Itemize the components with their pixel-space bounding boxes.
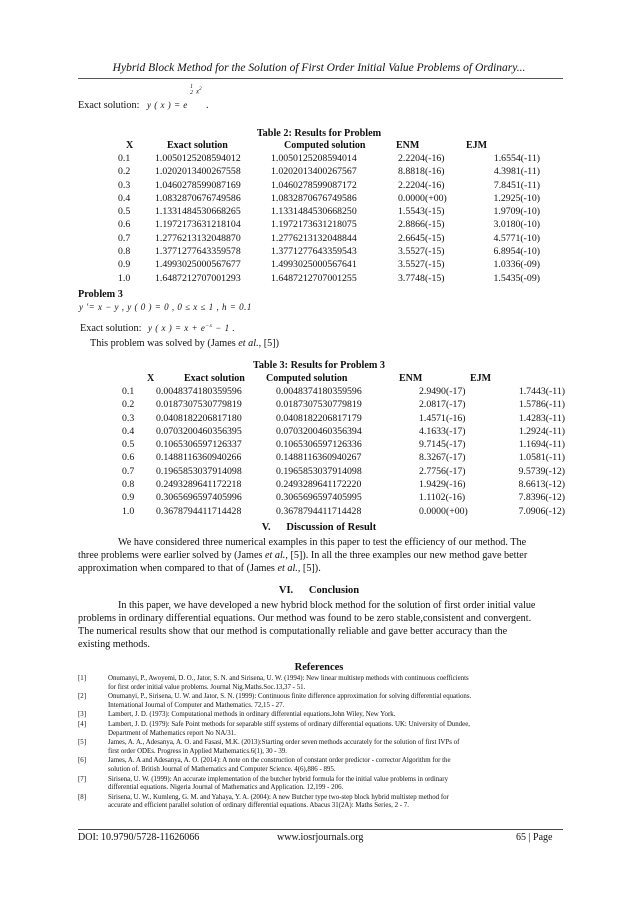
table-cell: 1.6554(-11) <box>493 153 540 164</box>
reference-item <box>78 693 565 710</box>
table-row <box>122 451 565 464</box>
table-cell: 0.2493289641172220 <box>276 479 362 491</box>
table-cell: 1.9429(-16) <box>419 479 466 491</box>
table-cell: 1.9709(-10) <box>493 206 540 218</box>
table-cell: 0.3 <box>122 412 135 424</box>
table-row <box>122 478 565 491</box>
table3-col-x: X <box>147 373 155 384</box>
table-cell: 1.4993025000567641 <box>271 259 357 271</box>
table-cell: 1.2924(-11) <box>518 425 565 437</box>
table-cell: 0.0703200460356394 <box>276 425 362 437</box>
problem3-title: Problem 3 <box>78 289 123 300</box>
table-cell: 0.3065696597405996 <box>156 492 242 504</box>
table-cell: 1.4993025000567677 <box>155 259 241 271</box>
table-cell: 1.0832870676749586 <box>271 192 357 204</box>
reference-line: Department of Mathematics report No NA/31. <box>108 729 236 737</box>
discussion-heading: V. Discussion of Result <box>261 522 377 533</box>
table-cell: 2.2204(-16) <box>398 179 445 191</box>
table-row <box>100 205 540 218</box>
reference-line: Onumanyi, P., Awoyemi, D. O., Jator, S. N. and Sirisena, U. W. (1994): New linear multistep methods with continuous coefficients <box>108 675 469 682</box>
discussion-line-2: three problems were earlier solved by (James et al., [5]). In all the three examples our new method gave better <box>78 550 528 561</box>
table-row <box>100 179 540 192</box>
reference-text <box>108 693 565 710</box>
table-cell: 9.7145(-17) <box>419 439 466 451</box>
table-cell: 0.0000(+00) <box>398 192 447 204</box>
table2-col-computed: Computed solution <box>284 140 366 151</box>
footer-page: 65 | Page <box>516 832 553 843</box>
table-cell: 1.0202013400267558 <box>155 166 241 178</box>
table-cell: 0.1965853037914098 <box>276 465 362 477</box>
reference-text <box>108 721 565 738</box>
table-cell: 0.1 <box>122 386 135 397</box>
exponent-denominator: 2 <box>190 90 193 96</box>
reference-line: solution of. British Journal of Mathematics and Computer Science. 4(6),886 - 895. <box>108 765 336 773</box>
footer-rule <box>78 829 563 830</box>
table-cell: 2.2204(-16) <box>398 153 445 164</box>
table-cell: 1.5543(-15) <box>398 206 445 218</box>
reference-item <box>78 739 565 756</box>
table-cell: 1.1102(-16) <box>419 492 466 504</box>
table-cell: 2.6645(-15) <box>398 232 445 244</box>
problem2-exact-lhs: y ( x ) = e <box>147 100 188 110</box>
table-cell: 2.0817(-17) <box>419 399 466 411</box>
table-cell: 0.7 <box>118 232 131 244</box>
table3-col-computed: Computed solution <box>266 373 348 384</box>
table-cell: 0.3 <box>118 179 131 191</box>
table-cell: 0.0187307530779819 <box>276 399 362 411</box>
table-cell: 1.1972173631218075 <box>271 219 357 231</box>
table-row <box>100 272 540 285</box>
problem2-exact-end: . <box>206 100 209 111</box>
table-cell: 0.8 <box>118 246 131 258</box>
table-cell: 0.1965853037914098 <box>156 465 242 477</box>
table2-col-ejm: EJM <box>466 140 488 151</box>
table-row <box>122 398 565 411</box>
reference-text <box>108 711 565 720</box>
table-cell: 0.2 <box>118 166 131 178</box>
table-row <box>122 465 565 478</box>
discussion-line-3: approximation when compared to that of (James et al., [5]). <box>78 563 321 574</box>
reference-item <box>78 675 565 692</box>
reference-text <box>108 794 565 811</box>
reference-item <box>78 721 565 738</box>
table-cell: 8.6613(-12) <box>518 479 565 491</box>
conclusion-line-4: existing methods. <box>78 639 150 650</box>
table-cell: 1.6487212707001293 <box>155 272 241 284</box>
reference-text <box>108 739 565 756</box>
table-cell: 4.1633(-17) <box>419 425 466 437</box>
reference-number: [8] <box>78 793 87 801</box>
table-cell: 4.5771(-10) <box>493 232 540 244</box>
table-cell: 1.0460278599087172 <box>271 179 357 191</box>
header-rule <box>78 78 563 79</box>
table-cell: 1.2925(-10) <box>493 192 540 204</box>
reference-text <box>108 776 565 793</box>
reference-text <box>108 757 565 774</box>
table-cell: 2.7756(-17) <box>419 465 466 477</box>
table-cell: 6.8954(-10) <box>493 246 540 258</box>
problem2-exact-label: Exact solution: <box>78 100 140 111</box>
table-cell: 0.6 <box>122 452 135 464</box>
conclusion-line-1: In this paper, we have developed a new hybrid block method for the solution of first order initial value <box>118 600 536 611</box>
table-cell: 0.0048374180359596 <box>276 386 362 397</box>
table-cell: 4.3981(-11) <box>493 166 540 178</box>
problem3-exact-rhs: − 1 . <box>215 323 236 333</box>
table-cell: 0.7 <box>122 465 135 477</box>
table-row <box>100 218 540 231</box>
table-cell: 0.9 <box>118 259 131 271</box>
table-cell: 1.0202013400267567 <box>271 166 357 178</box>
reference-text <box>108 675 565 692</box>
table-cell: 9.5739(-12) <box>518 465 565 477</box>
table-cell: 1.3771277643359543 <box>271 246 357 258</box>
table-cell: 0.4 <box>118 192 131 204</box>
table-cell: 7.8451(-11) <box>493 179 540 191</box>
table-cell: 0.1488116360940267 <box>276 452 362 464</box>
table-row <box>100 258 540 271</box>
reference-line: first order ODEs. Progress in Applied Mathematics.6(1), 30 - 39. <box>108 747 287 755</box>
table-cell: 1.6487212707001255 <box>271 272 357 284</box>
table-cell: 8.3267(-17) <box>419 452 466 464</box>
table-cell: 1.2776213132048844 <box>271 232 357 244</box>
reference-number: [2] <box>78 693 87 701</box>
table-cell: 1.1972173631218104 <box>155 219 241 231</box>
table-row <box>122 438 565 451</box>
reference-line: James, A. A., Adesanya, A. O. and Fasasi, M.K. (2013):Starting order seven methods accurately for the solution of first IVPs of <box>108 739 460 747</box>
table2-col-exact: Exact solution <box>167 140 228 151</box>
conclusion-line-3: The numerical results show that our method is computationally reliable and gave better accuracy than the <box>78 626 508 637</box>
table-cell: 0.8 <box>122 479 135 491</box>
table-cell: 1.0460278599087169 <box>155 179 241 191</box>
table-cell: 0.2493289641172218 <box>156 479 242 491</box>
reference-line: Sirisena, U. W. (1999): An accurate implementation of the butcher hybrid formula for the initial value problems in ordinary <box>108 775 449 783</box>
problem2-exact-exponent <box>190 84 193 96</box>
table-cell: 1.1331484530668250 <box>271 206 357 218</box>
reference-number: [4] <box>78 720 87 728</box>
table-cell: 2.8866(-15) <box>398 219 445 231</box>
table-cell: 0.1 <box>118 153 131 164</box>
table-cell: 0.3678794411714428 <box>156 505 242 517</box>
reference-number: [5] <box>78 739 87 747</box>
table-row <box>100 245 540 258</box>
table-cell: 0.0000(+00) <box>419 505 468 517</box>
table-cell: 1.4571(-16) <box>419 412 466 424</box>
problem3-equation: y '= x − y , y ( 0 ) = 0 , 0 ≤ x ≤ 1 , h = 0.1 <box>79 302 252 312</box>
table-row <box>122 385 565 398</box>
running-header: Hybrid Block Method for the Solution of First Order Initial Value Problems of Ordinary... <box>112 62 526 74</box>
table-cell: 0.6 <box>118 219 131 231</box>
reference-line: differential equations. Nigeria Journal of Mathematics and Application. 12,199 - 206. <box>108 784 344 792</box>
table-cell: 1.0 <box>122 505 135 517</box>
table-cell: 3.5527(-15) <box>398 259 445 271</box>
table-cell: 1.5435(-09) <box>493 272 540 284</box>
table-cell: 3.5527(-15) <box>398 246 445 258</box>
table2-caption: Table 2: Results for Problem <box>256 128 382 139</box>
reference-item <box>78 794 565 811</box>
table-cell: 1.1694(-11) <box>518 439 565 451</box>
table-row <box>100 192 540 205</box>
problem3-exact-solution <box>148 323 235 333</box>
table-cell: 1.0050125208594014 <box>271 153 357 164</box>
problem3-exact-exp: −x <box>205 323 213 329</box>
table-cell: 1.7443(-11) <box>518 386 565 397</box>
reference-line: Lambert, J. D. (1979): Safe Point methods for separable stiff systems of ordinary differential equations. UK: University of Dundee, <box>108 720 470 728</box>
reference-item <box>78 776 565 793</box>
table-row <box>122 412 565 425</box>
references-heading: References <box>294 662 344 673</box>
table-cell: 1.0832870676749586 <box>155 192 241 204</box>
table-cell: 0.9 <box>122 492 135 504</box>
reference-line: James, A. A and Adesanya, A. O. (2014): A note on the construction of constant order predictor - corrector Algorithm for the <box>108 757 451 765</box>
references-list <box>78 675 565 812</box>
table-cell: 0.4 <box>122 425 135 437</box>
table-cell: 7.0906(-12) <box>518 505 565 517</box>
reference-item <box>78 711 565 720</box>
table-cell: 1.0 <box>118 272 131 284</box>
table2-col-enm: ENM <box>396 140 420 151</box>
reference-line: for first order initial value problems. Journal Nig.Maths.Soc.13,37 - 51. <box>108 683 306 691</box>
table-cell: 0.0187307530779819 <box>156 399 242 411</box>
footer-doi: DOI: 10.9790/5728-11626066 <box>78 832 200 843</box>
table-cell: 0.1488116360940266 <box>156 452 242 464</box>
table-cell: 3.7748(-15) <box>398 272 445 284</box>
table-cell: 1.1331484530668265 <box>155 206 241 218</box>
table-cell: 7.8396(-12) <box>518 492 565 504</box>
table-cell: 0.0703200460356395 <box>156 425 242 437</box>
conclusion-heading: VI. Conclusion <box>278 585 360 596</box>
table-cell: 1.4283(-11) <box>518 412 565 424</box>
table-cell: 1.0336(-09) <box>493 259 540 271</box>
table-cell: 0.5 <box>122 439 135 451</box>
table-cell: 0.1065306597126336 <box>276 439 362 451</box>
discussion-line-1: We have considered three numerical examples in this paper to test the efficiency of our method. The <box>118 537 527 548</box>
reference-line: accurate and efficient parallel solution of ordinary differential equations. Abacus 31(2A): Maths Series, 2 - 7. <box>108 802 409 810</box>
table-row <box>122 505 565 518</box>
table-cell: 3.0180(-10) <box>493 219 540 231</box>
table-row <box>100 165 540 178</box>
table2-col-x: X <box>126 140 134 151</box>
table-cell: 8.8818(-16) <box>398 166 445 178</box>
table3-body <box>122 385 565 518</box>
table-cell: 1.3771277643359578 <box>155 246 241 258</box>
table-cell: 1.0581(-11) <box>518 452 565 464</box>
table3-col-ejm: EJM <box>470 373 492 384</box>
table-cell: 0.1065306597126337 <box>156 439 242 451</box>
reference-number: [6] <box>78 757 87 765</box>
table-cell: 1.5786(-11) <box>518 399 565 411</box>
exponent-numerator: 1 <box>190 84 193 90</box>
reference-number: [3] <box>78 711 87 719</box>
problem3-solved-by: This problem was solved by (James et al., [5]) <box>90 338 280 349</box>
problem3-exact-label: Exact solution: <box>80 323 142 334</box>
table3-col-exact: Exact solution <box>184 373 245 384</box>
reference-number: [7] <box>78 775 87 783</box>
conclusion-line-2: problems in ordinary differential equations. Our method was found to be zero stable,consistent and convergent. <box>78 613 532 624</box>
table-row <box>122 425 565 438</box>
reference-number: [1] <box>78 675 87 682</box>
table-cell: 0.3678794411714428 <box>276 505 362 517</box>
problem3-exact-lhs: y ( x ) = x + e <box>148 323 206 333</box>
table-cell: 0.2 <box>122 399 135 411</box>
table-cell: 1.2776213132048870 <box>155 232 241 244</box>
reference-line: Sirisena, U. W., Kumleng, G. M. and Yahaya, Y. A. (2004): A new Butcher type two-step block hybrid multistep method for <box>108 793 449 801</box>
reference-item <box>78 757 565 774</box>
table-cell: 0.3065696597405995 <box>276 492 362 504</box>
table-row <box>100 152 540 165</box>
table3-col-enm: ENM <box>399 373 423 384</box>
table2-body <box>100 152 540 285</box>
problem2-exponent-var: $x^2$ <box>196 87 202 96</box>
table-cell: 0.0408182206817180 <box>156 412 242 424</box>
footer-site: www.iosrjournals.org <box>277 832 364 843</box>
table3-caption: Table 3: Results for Problem 3 <box>253 360 385 371</box>
table-cell: 2.9490(-17) <box>419 386 466 397</box>
table-cell: 0.5 <box>118 206 131 218</box>
reference-line: Lambert, J. D. (1973): Computational methods in ordinary differential equations.John Wiley, New York. <box>108 711 396 719</box>
reference-line: International Journal of Computer and Mathematics. 72,15 - 27. <box>108 701 285 709</box>
table-row <box>100 232 540 245</box>
table-row <box>122 491 565 504</box>
table-cell: 0.0048374180359596 <box>156 386 242 397</box>
reference-line: Onumanyi, P., Sirisena, U. W. and Jator, S. N. (1999): Continuous finite difference approximation for solving differential equations. <box>108 693 472 701</box>
table-cell: 0.0408182206817179 <box>276 412 362 424</box>
table-cell: 1.0050125208594012 <box>155 153 241 164</box>
